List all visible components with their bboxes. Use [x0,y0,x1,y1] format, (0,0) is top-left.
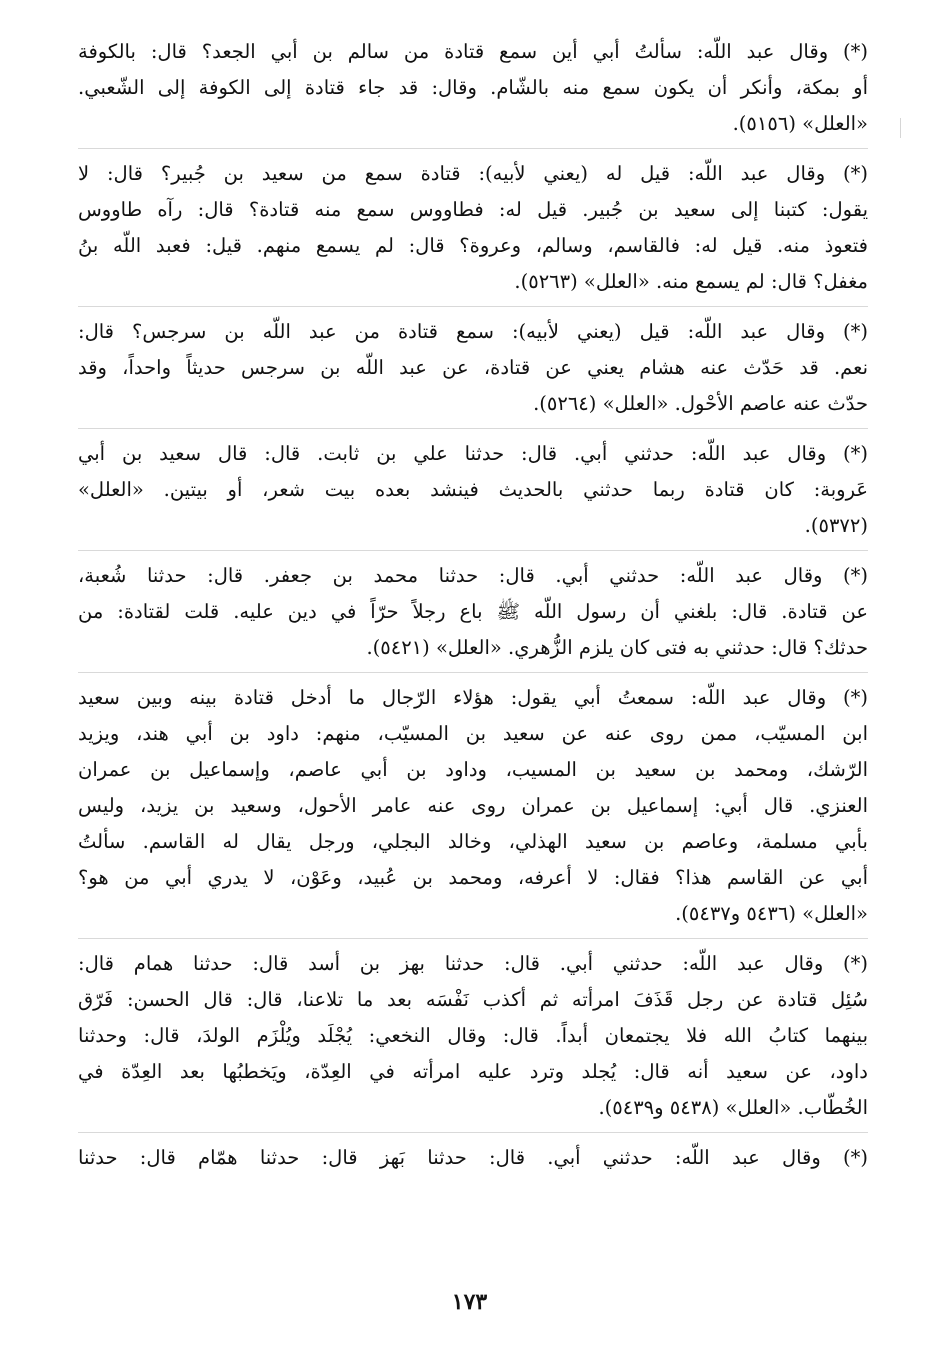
text-line: ابن المسيّب، ممن روى عنه عن سعيد بن المسيّب، منهم: داود بن أبي هند، ويزيد [78,722,868,745]
paragraph [78,436,868,551]
paragraph [78,680,868,939]
text-line: (*) وقال عبد اللّه: حدثني أبي. قال: حدثنا بهز بن أسد قال: حدثنا همام قال: [78,952,868,975]
text-line: العنزي. قال أبي: إسماعيل بن عمران روى عنه عامر الأحول، وسعيد بن يزيد، وليس [78,794,868,817]
text-line: «العلل» (٥٤٣٦ و٥٤٣٧). [675,902,868,925]
text-line: بأبي مسلمة، وعاصم بن سعيد الهذلي، وخالد البجلي، ورجل يقال له القاسم. سألتُ [78,830,868,853]
margin-mark [900,118,907,138]
text-line: داود، عن سعيد أنه قال: يُجلد وترد عليه امرأته في العِدّة، ويَخطبُها بعد العِدّة في [78,1060,868,1083]
text-line: أبي عن القاسم هذا؟ فقال: لا أعرفه، ومحمد بن عُبيد، وعَوْن، لا يدري أبي من هو؟ [78,866,868,889]
text-line: (*) وقال عبد اللّه: حدثني أبي. قال: حدثنا بَهز قال: حدثنا همّام قال: حدثنا [78,1146,868,1169]
text-line: أو بمكة، وأنكر أن يكون سمع منه بالشّام. وقال: قد جاء قتادة إلى الكوفة إلى الشّعبي. [78,76,868,99]
text-line: عَروبة: كان قتادة ربما حدثني بالحديث فينشد بعده بيت شعر، أو بيتين. «العلل» [78,478,868,501]
text-line: يقول: كتبنا إلى سعيد بن جُبير. قيل له: فطاووس سمع منه قتادة؟ قال: رآه طاووس [78,198,868,221]
text-line: (٥٣٧٢). [804,514,868,537]
paragraph [78,558,868,673]
text-line: حدّث عنه عاصم الأحْول. «العلل» (٥٢٦٤). [533,392,868,415]
text-line: مغفل؟ قال: لم يسمع منه. «العلل» (٥٢٦٣). [514,270,868,293]
paragraph [78,1140,868,1182]
text-line: حدثك؟ قال: حدثني به فتى كان يلزم الزُّهري. «العلل» (٥٤٢١). [366,636,868,659]
text-line: (*) وقال عبد اللّه: حدثني أبي. قال: حدثنا علي بن ثابت. قال: قال سعيد بن أبي [78,442,868,465]
text-line: (*) وقال عبد اللّه: سمعتُ أبي يقول: هؤلاء الرّجال ما أدخل قتادة بينه وبين سعيد [78,686,868,709]
text-line: (*) وقال عبد اللّه: سألتُ أبي أين سمع قتادة من سالم بن أبي الجعد؟ قال: بالكوفة [78,40,868,63]
text-line: سُئِل قتادة عن رجل قَذَفَ امرأته ثم أكذب نَفْسَه بعد ما تلاعنا، قال: قال الحسن: فَرّق [78,988,868,1011]
text-line: (*) وقال عبد اللّه: حدثني أبي. قال: حدثنا محمد بن جعفر. قال: حدثنا شُعبة، [78,564,868,587]
text-body [78,34,868,1189]
text-line: (*) وقال عبد اللّه: قيل له (يعني لأبيه): قتادة سمع من سعيد بن جُبير؟ قال: لا [78,162,868,185]
paragraph [78,946,868,1133]
paragraph [78,314,868,429]
text-line: الرّشك، ومحمد بن سعيد بن المسيب، وداود بن أبي عاصم، وإسماعيل بن عمران [78,758,868,781]
text-line: (*) وقال عبد اللّه: قيل (يعني لأبيه): سمع قتادة من عبد اللّه بن سرجس؟ قال: [78,320,868,343]
paragraph [78,156,868,307]
text-line: عن قتادة. قال: بلغني أن رسول اللّه ﷺ باع رجلاً حرّاً في دين عليه. قلت لقتادة: من [78,600,868,623]
paragraph [78,34,868,149]
page-number: ١٧٣ [451,1289,488,1315]
text-line: بينهما كتابُ الله فلا يجتمعان أبداً. قال: وقال النخعي: يُجْلَد ويُلْزَم الولدَ، قال: وحدثنا [78,1024,868,1047]
text-line: «العلل» (٥١٥٦). [732,112,868,135]
text-line: الخُطّاب. «العلل» (٥٤٣٨ و٥٤٣٩). [598,1096,868,1119]
text-line: فتعوذ منه. قيل له: فالقاسم، وسالم، وعروة؟ قال: لم يسمع منهم. قيل: فعبد اللّه بنُ [78,234,868,257]
text-line: نعم. قد حَدّث عنه هشام يعني عن قتادة، عن عبد اللّه بن سرجس حديثاً واحداً، وقد [78,356,868,379]
